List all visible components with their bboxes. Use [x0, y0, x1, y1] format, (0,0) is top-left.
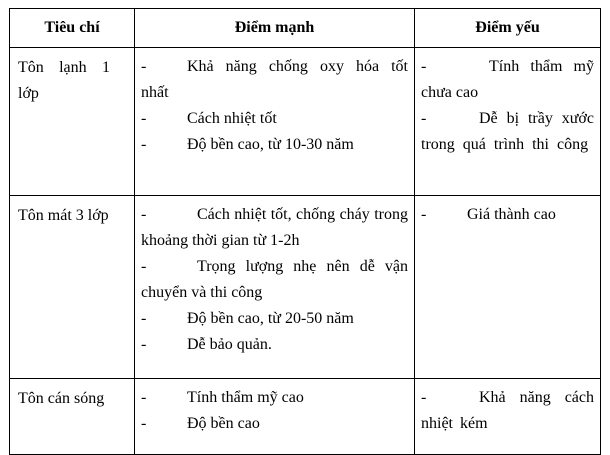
criteria-cell — [10, 379, 135, 455]
criteria-text: Tôn cán sóng — [18, 390, 105, 407]
strengths-cell — [135, 379, 415, 455]
criteria-text: Tôn mát 3 lớp — [18, 207, 109, 224]
list-item: - Dễ bị trầy xước trong quá trình thi công — [421, 110, 594, 153]
list-item: - Độ bền cao, từ 10-30 năm — [141, 136, 354, 153]
header-row — [10, 9, 601, 48]
list-item: - Dễ bảo quản. — [141, 336, 272, 353]
strengths-cell — [135, 196, 415, 379]
table-row — [10, 48, 601, 196]
list-item: - Tính thẩm mỹ chưa cao — [421, 58, 594, 101]
list-item: - Giá thành cao — [421, 206, 556, 223]
weaknesses-cell — [415, 48, 601, 196]
criteria-cell — [10, 48, 135, 196]
list-item: - Độ bền cao — [141, 415, 260, 432]
list-item: - Độ bền cao, từ 20-50 năm — [141, 310, 354, 327]
header-strengths: Điểm mạnh — [135, 9, 415, 48]
weaknesses-cell — [415, 379, 601, 455]
header-criteria: Tiêu chí — [10, 9, 135, 48]
criteria-text: Tôn lạnh 1 lớp — [18, 59, 110, 102]
list-item: - Khả năng cách nhiệt kém — [421, 389, 594, 432]
table-row — [10, 379, 601, 455]
strengths-cell — [135, 48, 415, 196]
list-item: - Tính thẩm mỹ cao — [141, 389, 304, 406]
list-item: - Trọng lượng nhẹ nên dễ vận chuyển và thi công — [141, 258, 408, 301]
list-item: - Cách nhiệt tốt, chống cháy trong khoảng thời gian từ 1-2h — [141, 206, 408, 249]
comparison-table — [9, 8, 601, 455]
list-item: - Khả năng chống oxy hóa tốt nhất — [141, 58, 408, 101]
weaknesses-cell — [415, 196, 601, 379]
criteria-cell — [10, 196, 135, 379]
header-weaknesses: Điểm yếu — [415, 9, 601, 48]
list-item: - Cách nhiệt tốt — [141, 110, 277, 127]
table-row — [10, 196, 601, 379]
